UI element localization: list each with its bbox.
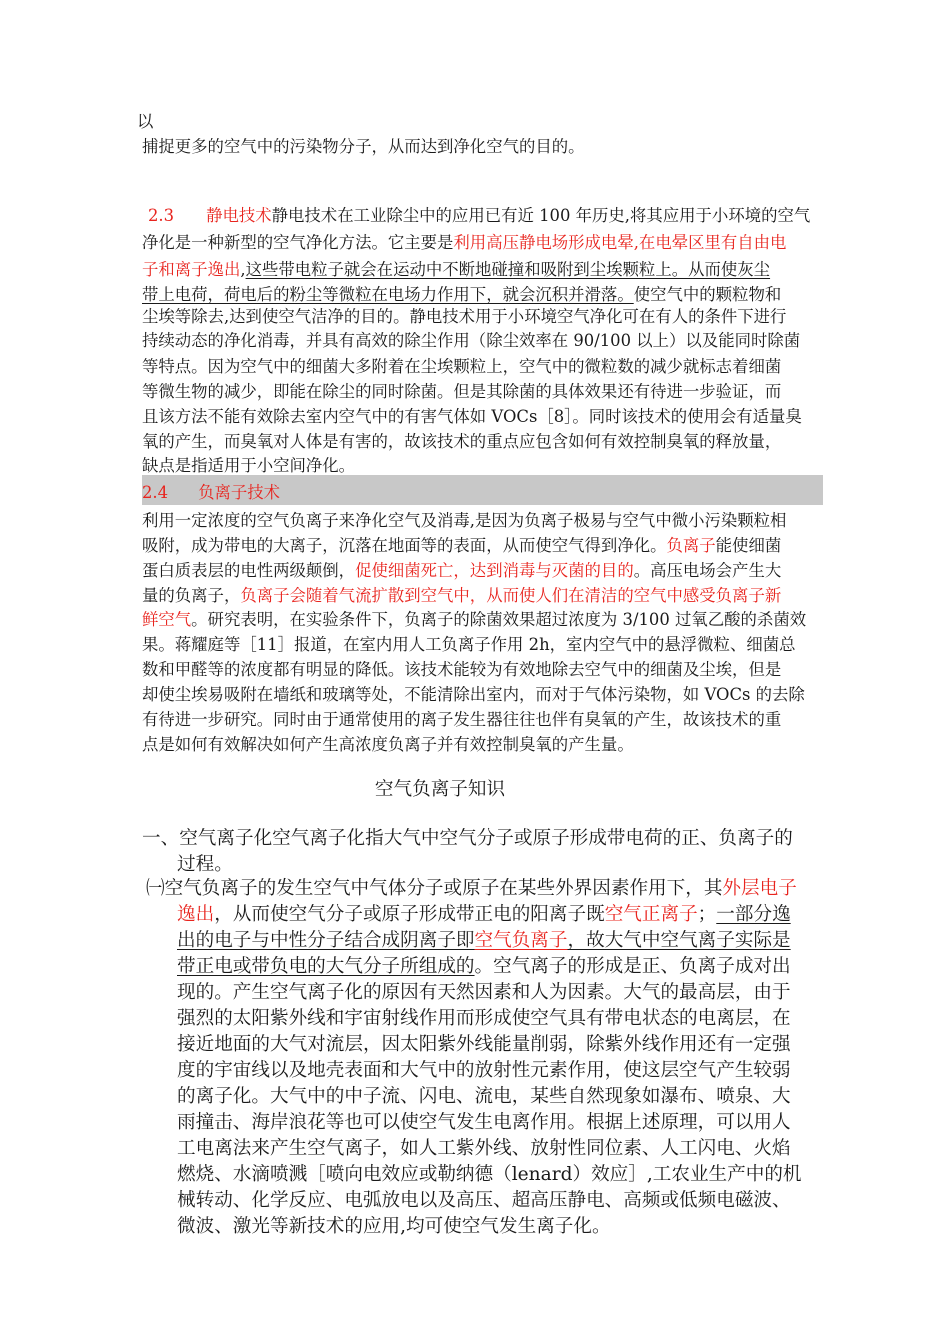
intro-line-2: 捕捉更多的空气中的污染物分子，从而达到净化空气的目的。 <box>142 137 585 156</box>
section-2-4-line-4 <box>142 584 781 608</box>
section-2-3-title: 静电技术 <box>206 206 272 225</box>
section-2-4-line-3 <box>142 559 781 583</box>
text-run: ㈠空气负离子的发生空气中气体分子或原子在某些外界因素作用下，其 <box>146 878 723 899</box>
text-run: 。空气离子的形成是正、负离子成对出 <box>474 956 791 977</box>
section-2-4-heading <box>142 481 280 505</box>
subsection-1-line-9: 的离子化。大气中的中子流、闪电、流电，某些自然现象如瀑布、喷泉、大 <box>177 1086 791 1107</box>
section-1-line-2: 过程。 <box>177 854 233 875</box>
highlight-text: 负离子会随着气流扩散到空气中，从而使人们在清洁的空气中感受负离子新 <box>240 586 782 605</box>
section-2-3-line-4 <box>142 283 781 307</box>
page-heading: 空气负离子知识 <box>374 779 506 800</box>
section-2-3-line-10: 氧的产生，而臭氧对人体是有害的，故该技术的重点应包含如何有效控制臭氧的释放量， <box>142 432 782 451</box>
subsection-1-line-6: 强烈的太阳紫外线和宇宙射线作用而形成使空气具有带电状态的电离层，在 <box>177 1008 791 1029</box>
section-2-4-number: 2.4 <box>142 483 169 502</box>
text-run: ； <box>697 904 717 925</box>
section-2-4-line-10: 点是如何有效解决如何产生高浓度负离子并有效控制臭氧的产生量。 <box>142 735 634 754</box>
section-2-3-line-8: 等微生物的减少，即能在除尘的同时除菌。但是其除菌的具体效果还有待进一步验证，而 <box>142 382 782 401</box>
text-run: ，从而使空气分子或原子形成带正电的阳离子既 <box>214 904 605 925</box>
section-2-4-line-7: 数和甲醛等的浓度都有明显的降低。该技术能较为有效地除去空气中的细菌及尘埃，但是 <box>142 660 782 679</box>
highlight-text: 外层电子 <box>722 878 797 899</box>
subsection-1-line-12: 燃烧、水滴喷溅［喷向电效应或勒纳德（lenard）效应］,工农业生产中的机 <box>177 1164 802 1185</box>
subsection-1-line-14: 微波、激光等新技术的应用,均可使空气发生离子化。 <box>177 1216 611 1237</box>
subsection-1-line-7: 接近地面的大气对流层，因太阳紫外线能量削弱，除紫外线作用还有一定强 <box>177 1034 791 1055</box>
section-2-4-line-2 <box>142 534 781 558</box>
text-run: 量的负离子， <box>142 586 241 605</box>
subsection-1-line-13: 械转动、化学反应、电弧放电以及高压、超高压静电、高频或低频电磁波、 <box>177 1190 791 1211</box>
section-2-4-line-6: 果。蒋耀庭等［11］报道，在室内用人工负离子作用 2h，室内空气中的悬浮微粒、细菌总 <box>142 635 796 654</box>
section-2-3-line-6: 持续动态的净化消毒，并具有高效的除尘作用（除尘效率在 90/100 以上）以及能同时除菌 <box>142 331 801 350</box>
underlined-text: 出的电子与中性分子结合成阴离子即 <box>177 930 475 951</box>
underlined-text: 带正电或带负电的大气分子所组成的 <box>177 956 475 977</box>
section-2-4-line-9: 有待进一步研究。同时由于通常使用的离子发生器往往也伴有臭氧的产生，故该技术的重 <box>142 710 782 729</box>
text-run: 。高压电场会产生大 <box>633 561 782 580</box>
section-2-4-title: 负离子技术 <box>198 483 281 502</box>
highlight-text: 逸出 <box>177 904 215 925</box>
text-run: 。研究表明，在实验条件下，负离子的除菌效果超过浓度为 3/100 过氧乙酸的杀菌效 <box>191 610 807 629</box>
text-run: 能使细菌 <box>715 536 782 555</box>
section-2-3-line-11: 缺点是指适用于小空间净化。 <box>142 456 356 475</box>
text-run: 吸附，成为带电的大离子，沉落在地面等的表面，从而使空气得到净化。 <box>142 536 667 555</box>
section-2-3-line-3 <box>142 258 770 282</box>
underlined-text: ，故大气中空气离子实际是 <box>567 930 791 951</box>
subsection-1-line-11: 工电离法来产生空气离子，如人工紫外线、放射性同位素、人工闪电、火焰 <box>177 1138 791 1159</box>
section-2-4-line-8: 却使尘埃易吸附在墙纸和玻璃等处，不能清除出室内，而对于气体污染物，如 VOCs 的去除 <box>142 685 805 704</box>
text-run: 使空气中的颗粒物和 <box>633 285 782 304</box>
underlined-text: 这些带电粒子就会在运动中不断地碰撞和吸附到尘埃颗粒上。从而使灰尘 <box>245 260 771 279</box>
subsection-1-line-2 <box>177 901 791 929</box>
subsection-1-line-5: 现的。产生空气离子化的原因有天然因素和人为因素。大气的最高层，由于 <box>177 982 791 1003</box>
section-1-line-1: 一、空气离子化空气离子化指大气中空气分子或原子形成带电荷的正、负离子的 <box>142 828 793 849</box>
text-run: 静电技术在工业除尘中的应用已有近 100 年历史,将其应用于小环境的空气 <box>271 206 811 225</box>
section-2-3-line-7: 等特点。因为空气中的细菌大多附着在尘埃颗粒上，空气中的微粒数的减少就标志着细菌 <box>142 357 782 376</box>
underlined-text: 带上电荷，荷电后的粉尘等微粒在电场力作用下，就会沉积并滑落。 <box>142 285 634 304</box>
underlined-text: 一部分逸 <box>716 904 791 925</box>
highlight-text: 子和离子逸出 <box>142 260 241 279</box>
section-2-3-number: 2.3 <box>148 206 175 225</box>
text-run: 蛋白质表层的电性两级颠倒， <box>142 561 356 580</box>
highlight-text: 促使细菌死亡，达到消毒与灭菌的目的 <box>355 561 634 580</box>
subsection-1-line-4 <box>177 953 791 981</box>
section-2-4-line-1: 利用一定浓度的空气负离子来净化空气及消毒,是因为负离子极易与空气中微小污染颗粒相 <box>142 511 787 530</box>
section-2-3-line-5: 尘埃等除去,达到使空气洁净的目的。静电技术用于小环境空气净化可在有人的条件下进行 <box>142 307 787 326</box>
subsection-1-line-8: 度的宇宙线以及地壳表面和大气中的放射性元素作用，使这层空气产生较弱 <box>177 1060 791 1081</box>
section-2-3-line-1 <box>148 204 810 228</box>
intro-line-1: 以 <box>137 112 154 131</box>
highlight-text: 空气正离子 <box>604 904 698 925</box>
section-2-3-line-2 <box>142 231 786 255</box>
highlight-text: 负离子 <box>666 536 716 555</box>
section-2-4-line-5 <box>142 608 806 632</box>
highlight-text: 利用高压静电场形成电晕,在电晕区里有自由电 <box>453 233 787 252</box>
section-2-3-line-9: 且该方法不能有效除去室内空气中的有害气体如 VOCs［8］。同时该技术的使用会有适量臭 <box>142 407 802 426</box>
subsection-1-line-1 <box>146 875 797 903</box>
highlight-text: 空气负离子 <box>474 930 568 951</box>
text-run: , <box>240 260 246 279</box>
highlight-text: 鲜空气 <box>142 610 192 629</box>
subsection-1-line-3 <box>177 927 791 955</box>
text-run: 净化是一种新型的空气净化方法。它主要是 <box>142 233 454 252</box>
subsection-1-line-10: 雨撞击、海岸浪花等也可以使空气发生电离作用。根据上述原理，可以用人 <box>177 1112 791 1133</box>
